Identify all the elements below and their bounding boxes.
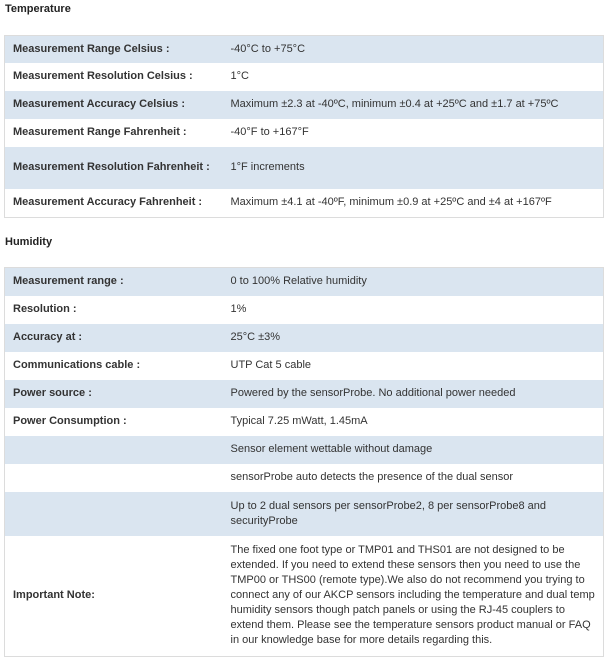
table-row [5,296,604,324]
spec-value: 1°F increments [231,147,604,189]
table-row [5,436,604,464]
spec-value: 25°C ±3% [231,324,604,352]
spec-value: UTP Cat 5 cable [231,352,604,380]
spec-label: Measurement Range Fahrenheit : [5,119,231,147]
spec-label: Accuracy at : [5,324,231,352]
spec-label: Power source : [5,380,231,408]
table-row [5,268,604,296]
table-row [5,189,604,218]
temperature-heading: Temperature [5,3,71,15]
spec-value: 1% [231,296,604,324]
spec-value: Maximum ±4.1 at -40ºF, minimum ±0.9 at +25ºC and ±4 at +167ºF [231,189,604,218]
spec-label: Measurement Accuracy Celsius : [5,91,231,119]
table-row [5,119,604,147]
table-row [5,380,604,408]
spec-label: Measurement Resolution Fahrenheit : [5,147,231,189]
spec-value: -40°F to +167°F [231,119,604,147]
spec-value: Sensor element wettable without damage [231,436,604,464]
spec-value: 1°C [231,63,604,91]
table-row [5,352,604,380]
table-row [5,36,604,63]
spec-label: Power Consumption : [5,408,231,436]
spec-value: 0 to 100% Relative humidity [231,268,604,296]
spec-label: Measurement Range Celsius : [5,36,231,63]
temperature-spec-table [4,35,604,218]
humidity-heading: Humidity [5,236,53,248]
spec-label: Communications cable : [5,352,231,380]
humidity-spec-table [4,267,604,657]
spec-label: Measurement Resolution Celsius : [5,63,231,91]
table-row [5,408,604,436]
table-row [5,492,604,536]
table-row [5,63,604,91]
spec-label: Important Note: [5,536,231,657]
table-row [5,91,604,119]
spec-value: Maximum ±2.3 at -40ºC, minimum ±0.4 at +25ºC and ±1.7 at +75ºC [231,91,604,119]
table-row [5,464,604,492]
spec-label: Measurement Accuracy Fahrenheit : [5,189,231,218]
spec-label: Resolution : [5,296,231,324]
spec-value: -40°C to +75°C [231,36,604,63]
spec-label [5,464,231,492]
spec-value: Up to 2 dual sensors per sensorProbe2, 8 per sensorProbe8 and securityProbe [231,492,604,536]
spec-value: Typical 7.25 mWatt, 1.45mA [231,408,604,436]
spec-label [5,436,231,464]
spec-value: sensorProbe auto detects the presence of the dual sensor [231,464,604,492]
table-row [5,147,604,189]
spec-label [5,492,231,536]
important-note-text: The fixed one foot type or TMP01 and THS01 are not designed to be extended. If you need to extend these sensors then you need to use the TMP00 or THS00 (remote type).We also do not recommend you trying to connect any of our AKCP sensors including the temperature and dual temp humidity sensors though patch panels or using the RJ-45 couplers to extend them. Please see the temperature sensors product manual or FAQ in our knowledge base for more details regarding this. [231,536,604,657]
table-row [5,536,604,657]
spec-value: Powered by the sensorProbe. No additional power needed [231,380,604,408]
spec-label: Measurement range : [5,268,231,296]
table-row [5,324,604,352]
